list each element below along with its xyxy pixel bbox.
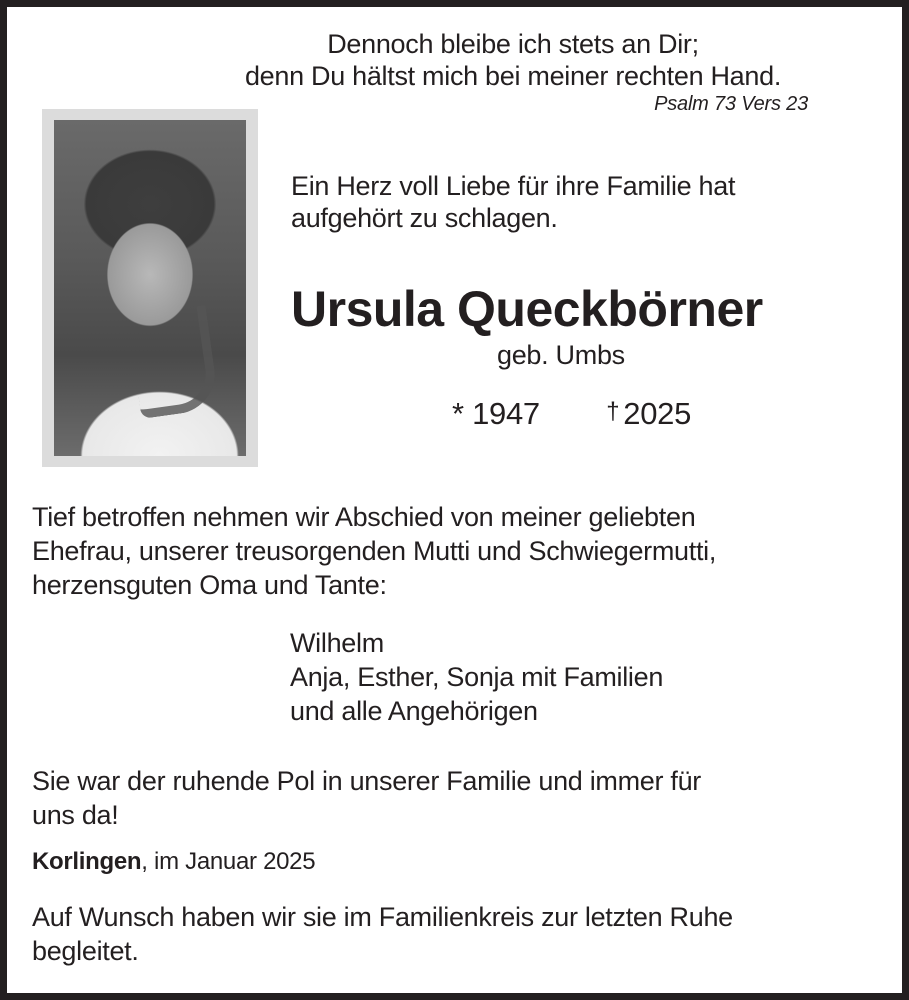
farewell-line-1: Tief betroffen nehmen wir Abschied von meiner geliebten	[32, 502, 696, 532]
verse-line-2: denn Du hältst mich bei meiner rechten Hand.	[244, 61, 782, 91]
place-date	[32, 848, 315, 876]
verse-line-1: Dennoch bleibe ich stets an Dir;	[327, 29, 699, 59]
life-dates	[452, 396, 691, 432]
burial-note	[32, 900, 733, 968]
portrait-photo	[54, 120, 246, 456]
burial-line-2: begleitet.	[32, 936, 139, 966]
maiden-name: geb. Umbs	[497, 340, 625, 370]
tribute-text	[32, 764, 701, 832]
place-name: Korlingen	[32, 848, 142, 875]
burial-line-1: Auf Wunsch haben wir sie im Familienkreis zur letzten Ruhe	[32, 902, 733, 932]
farewell-line-2: Ehefrau, unserer treusorgenden Mutti und Schwiegermutti,	[32, 536, 717, 566]
death-year: 2025	[623, 396, 692, 431]
mourner-line-2: Anja, Esther, Sonja mit Familien	[290, 662, 664, 692]
date-text: , im Januar 2025	[141, 848, 316, 875]
verse-reference: Psalm 73 Vers 23	[654, 93, 808, 115]
birth-year: 1947	[472, 396, 540, 431]
tribute-line-1: Sie war der ruhende Pol in unserer Familie und immer für	[32, 766, 701, 796]
intro-line-2: aufgehört zu schlagen.	[291, 203, 558, 233]
farewell-line-3: herzensguten Oma und Tante:	[32, 570, 387, 600]
dagger-icon: †	[606, 398, 620, 425]
deceased-name: Ursula Queckbörner	[291, 281, 763, 337]
mourner-line-1: Wilhelm	[290, 628, 384, 658]
tribute-line-2: uns da!	[32, 800, 119, 830]
bible-verse	[193, 28, 833, 92]
farewell-text	[32, 500, 716, 602]
intro-text	[291, 170, 735, 234]
mourners-list	[290, 626, 663, 728]
necklace-shape	[127, 305, 220, 419]
mourner-line-3: und alle Angehörigen	[290, 696, 538, 726]
intro-line-1: Ein Herz voll Liebe für ihre Familie hat	[291, 171, 736, 201]
birth-star-icon: *	[452, 396, 464, 431]
obituary-card	[7, 7, 902, 993]
portrait-frame	[42, 109, 258, 467]
